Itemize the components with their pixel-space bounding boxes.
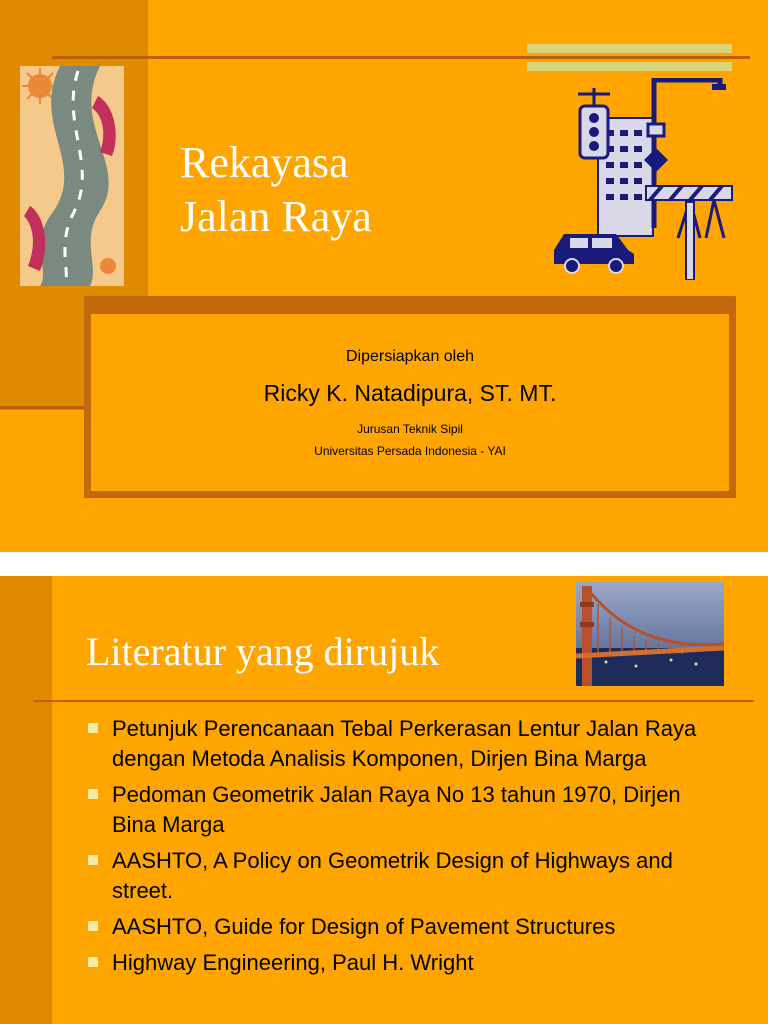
list-item-text: AASHTO, A Policy on Geometrik Design of Highways and street. <box>112 848 673 903</box>
decor-bar-1 <box>527 44 732 53</box>
left-accent-bar <box>0 576 52 1024</box>
list-item-text: AASHTO, Guide for Design of Pavement Structures <box>112 914 616 939</box>
bullet-square-icon <box>88 921 98 931</box>
bullet-square-icon <box>88 855 98 865</box>
left-rule <box>0 406 88 409</box>
list-item <box>86 780 726 840</box>
author-name: Ricky K. Natadipura, ST. MT. <box>263 380 557 406</box>
bridge-photo-icon <box>576 582 724 686</box>
title-rule <box>34 700 754 702</box>
list-item-text: Highway Engineering, Paul H. Wright <box>112 950 474 975</box>
bullet-square-icon <box>88 789 98 799</box>
department-name: Jurusan Teknik Sipil <box>357 422 463 436</box>
university-name: Universitas Persada Indonesia - YAI <box>314 444 506 458</box>
literature-slide <box>0 576 768 1024</box>
list-item-text: Petunjuk Perencanaan Tebal Perkerasan Lentur Jalan Raya dengan Metoda Analisis Komponen, Dirjen Bina Marga <box>112 716 697 771</box>
road-clipart-icon <box>20 66 124 286</box>
bullet-square-icon <box>88 957 98 967</box>
title-line-1: Rekayasa <box>180 138 349 187</box>
list-item <box>86 846 726 906</box>
decor-bar-2 <box>527 62 732 71</box>
literature-list <box>86 714 726 984</box>
list-item <box>86 912 726 942</box>
bullet-square-icon <box>88 723 98 733</box>
top-rule <box>52 56 750 59</box>
list-item <box>86 948 726 978</box>
traffic-city-clipart-icon <box>550 78 740 280</box>
list-item-text: Pedoman Geometrik Jalan Raya No 13 tahun 1970, Dirjen Bina Marga <box>112 782 681 837</box>
title-line-2: Jalan Raya <box>180 192 372 241</box>
slide-separator <box>0 552 768 576</box>
slide-title: Literatur yang dirujuk <box>86 629 440 674</box>
author-info-inner <box>89 312 731 493</box>
list-item <box>86 714 726 774</box>
author-info-box <box>84 296 736 498</box>
slide-title <box>180 136 372 244</box>
prepared-by-label: Dipersiapkan oleh <box>345 348 475 365</box>
